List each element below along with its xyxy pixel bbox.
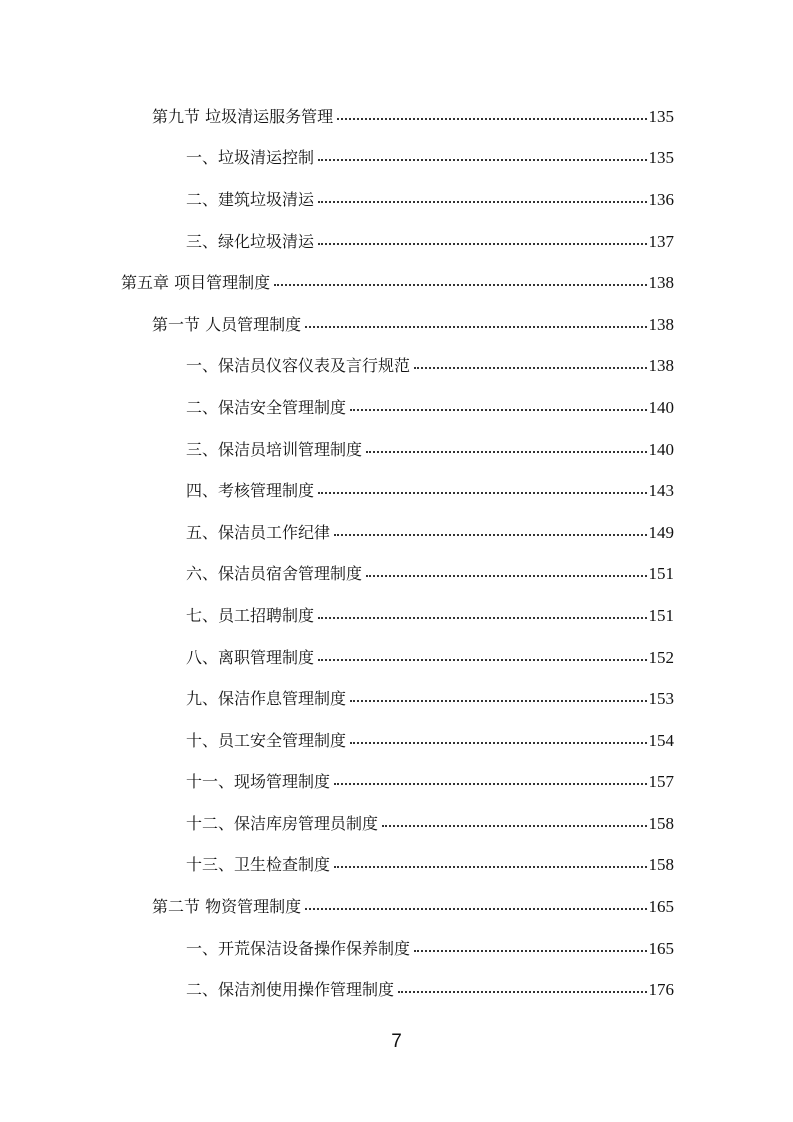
toc-entry-page: 158 <box>648 813 674 833</box>
toc-entry-page: 152 <box>648 647 674 667</box>
table-of-contents <box>0 96 793 1011</box>
toc-entry[interactable] <box>0 678 793 720</box>
toc-entry-page: 138 <box>648 273 674 293</box>
toc-entry-page: 158 <box>648 855 674 875</box>
toc-entry-page: 143 <box>648 481 674 501</box>
toc-entry-title: 二、建筑垃圾清运 <box>186 189 315 209</box>
toc-entry[interactable] <box>0 720 793 762</box>
dot-leader <box>350 742 646 744</box>
toc-entry[interactable] <box>0 845 793 887</box>
toc-entry-page: 140 <box>648 439 674 459</box>
toc-entry[interactable] <box>0 803 793 845</box>
toc-entry-title: 第九节 垃圾清运服务管理 <box>152 106 334 126</box>
dot-leader <box>414 950 646 952</box>
toc-entry-title: 十、员工安全管理制度 <box>186 730 347 750</box>
dot-leader <box>318 201 646 203</box>
toc-entry-page: 176 <box>648 980 674 1000</box>
toc-entry-page: 138 <box>648 314 674 334</box>
toc-entry-title: 一、垃圾清运控制 <box>186 148 315 168</box>
dot-leader <box>274 284 646 286</box>
dot-leader <box>398 991 646 993</box>
toc-entry[interactable] <box>0 470 793 512</box>
dot-leader <box>414 367 646 369</box>
toc-entry-title: 一、保洁员仪容仪表及言行规范 <box>186 356 411 376</box>
toc-entry-title: 第五章 项目管理制度 <box>121 273 271 293</box>
toc-entry-title: 第二节 物资管理制度 <box>152 897 302 917</box>
dot-leader <box>366 575 646 577</box>
toc-entry[interactable] <box>0 595 793 637</box>
toc-entry-title: 七、员工招聘制度 <box>186 605 315 625</box>
toc-entry-title: 三、绿化垃圾清运 <box>186 231 315 251</box>
dot-leader <box>305 908 646 910</box>
toc-entry-page: 157 <box>648 772 674 792</box>
page-number: 7 <box>391 1031 402 1052</box>
dot-leader <box>318 243 646 245</box>
toc-entry-page: 151 <box>648 605 674 625</box>
toc-entry-page: 165 <box>648 897 674 917</box>
toc-entry-page: 135 <box>648 148 674 168</box>
toc-entry[interactable] <box>0 387 793 429</box>
dot-leader <box>366 451 646 453</box>
toc-entry-title: 十三、卫生检查制度 <box>186 855 331 875</box>
toc-entry-title: 三、保洁员培训管理制度 <box>186 439 363 459</box>
toc-entry-page: 138 <box>648 356 674 376</box>
toc-entry[interactable] <box>0 221 793 263</box>
toc-entry-title: 五、保洁员工作纪律 <box>186 522 331 542</box>
toc-entry-title: 十一、现场管理制度 <box>186 772 331 792</box>
toc-entry-page: 165 <box>648 938 674 958</box>
dot-leader <box>334 783 646 785</box>
toc-entry-title: 四、考核管理制度 <box>186 481 315 501</box>
toc-entry-title: 八、离职管理制度 <box>186 647 315 667</box>
dot-leader <box>318 159 646 161</box>
dot-leader <box>318 617 646 619</box>
toc-entry-title: 二、保洁安全管理制度 <box>186 397 347 417</box>
toc-entry[interactable] <box>0 96 793 138</box>
toc-entry[interactable] <box>0 262 793 304</box>
toc-entry[interactable] <box>0 429 793 471</box>
dot-leader <box>382 825 646 827</box>
toc-entry-title: 六、保洁员宿舍管理制度 <box>186 564 363 584</box>
dot-leader <box>305 326 646 328</box>
toc-entry-title: 二、保洁剂使用操作管理制度 <box>186 980 395 1000</box>
toc-entry[interactable] <box>0 637 793 679</box>
toc-entry[interactable] <box>0 179 793 221</box>
toc-entry[interactable] <box>0 928 793 970</box>
toc-entry-page: 136 <box>648 189 674 209</box>
toc-entry[interactable] <box>0 304 793 346</box>
toc-entry[interactable] <box>0 138 793 180</box>
dot-leader <box>350 409 646 411</box>
toc-entry[interactable] <box>0 512 793 554</box>
toc-entry-page: 153 <box>648 689 674 709</box>
toc-entry[interactable] <box>0 969 793 1011</box>
dot-leader <box>350 700 646 702</box>
toc-entry[interactable] <box>0 554 793 596</box>
toc-entry-title: 一、开荒保洁设备操作保养制度 <box>186 938 411 958</box>
toc-entry-title: 第一节 人员管理制度 <box>152 314 302 334</box>
toc-entry-page: 149 <box>648 522 674 542</box>
toc-entry[interactable] <box>0 346 793 388</box>
dot-leader <box>337 118 646 120</box>
dot-leader <box>318 659 646 661</box>
toc-entry-page: 135 <box>648 106 674 126</box>
toc-entry-title: 十二、保洁库房管理员制度 <box>186 813 379 833</box>
dot-leader <box>318 492 646 494</box>
toc-entry-page: 154 <box>648 730 674 750</box>
toc-entry[interactable] <box>0 762 793 804</box>
dot-leader <box>334 534 646 536</box>
toc-entry-title: 九、保洁作息管理制度 <box>186 689 347 709</box>
toc-entry-page: 151 <box>648 564 674 584</box>
dot-leader <box>334 866 646 868</box>
toc-entry-page: 137 <box>648 231 674 251</box>
toc-entry[interactable] <box>0 886 793 928</box>
toc-entry-page: 140 <box>648 397 674 417</box>
